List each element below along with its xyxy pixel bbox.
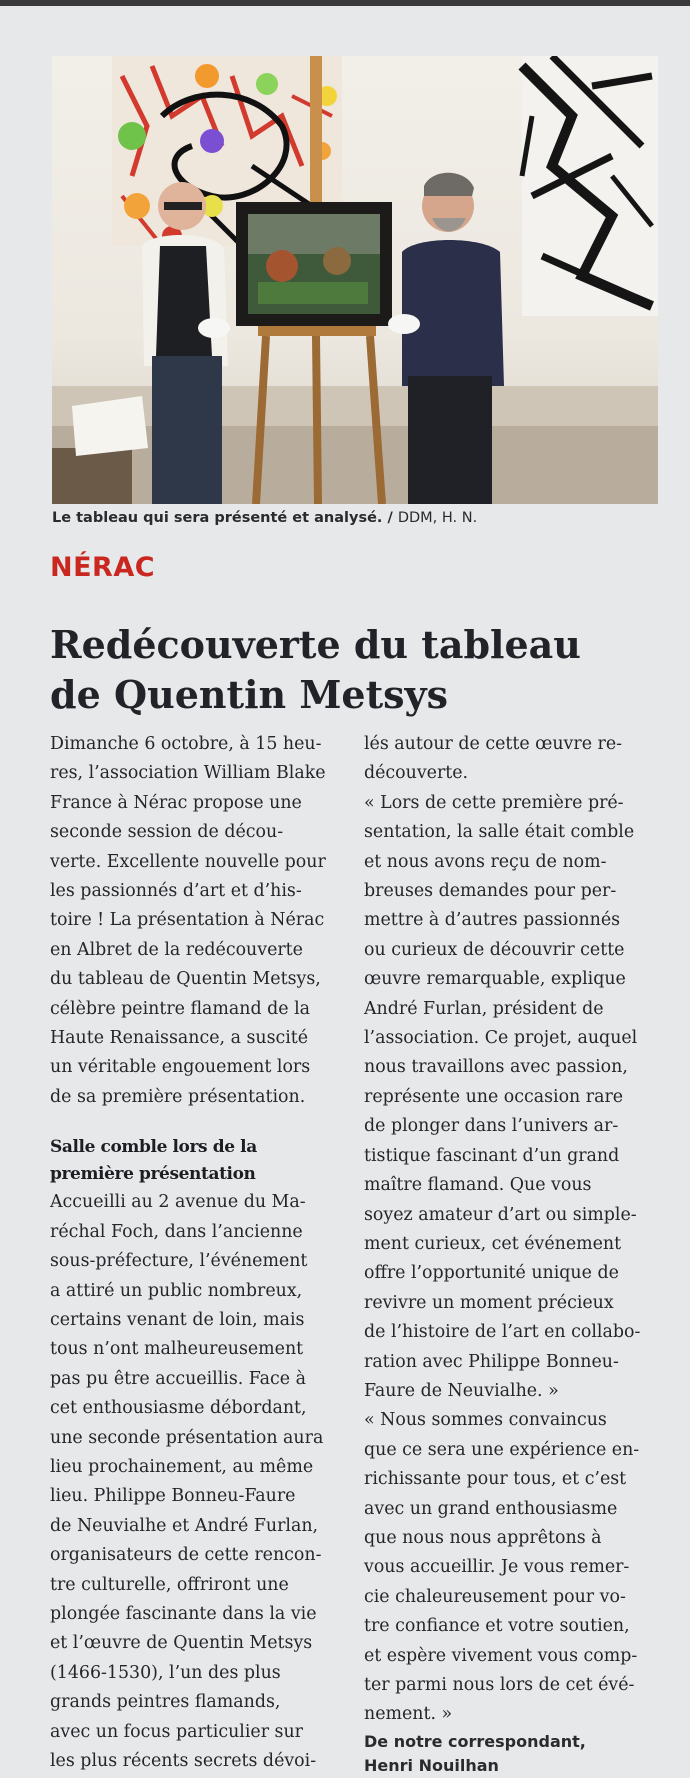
text-line: Faure de Neuvialhe. »	[364, 1380, 559, 1401]
byline-author: Henri Nouilhan	[364, 1755, 499, 1775]
text-line: sous-préfecture, l’événement	[50, 1251, 308, 1272]
text-line: en Albret de la redécouverte	[50, 939, 303, 960]
text-line: Dimanche 6 octobre, à 15 heu-	[50, 734, 322, 754]
text-line: organisateurs de cette rencon-	[50, 1545, 322, 1566]
text-line: Accueilli au 2 avenue du Ma-	[50, 1192, 306, 1213]
body-paragraph	[50, 1188, 350, 1776]
text-line: pas pu être accueillis. Face à	[50, 1368, 306, 1389]
text-line: sentation, la salle était comble	[364, 822, 635, 843]
text-line: avec un grand enthousiasme	[364, 1498, 618, 1519]
text-line: cet enthousiasme débordant,	[50, 1398, 307, 1419]
text-line: nous travaillons avec passion,	[364, 1057, 628, 1078]
text-line: res, l’association William Blake	[50, 763, 326, 784]
text-line: du tableau de Quentin Metsys,	[50, 969, 321, 990]
subheading	[50, 1134, 350, 1188]
text-line: tous n’ont malheureusement	[50, 1339, 304, 1360]
text-line: une seconde présentation aura	[50, 1427, 324, 1448]
text-line: et l’œuvre de Quentin Metsys	[50, 1633, 313, 1654]
photo-caption	[52, 510, 662, 526]
text-line: lés autour de cette œuvre re-	[364, 734, 622, 754]
text-line: de plonger dans l’univers ar-	[364, 1116, 619, 1137]
article-headline	[50, 620, 670, 720]
text-line: œuvre remarquable, explique	[364, 969, 626, 990]
text-line: célèbre peintre flamand de la	[50, 998, 311, 1019]
text-line: ment curieux, cet événement	[364, 1233, 622, 1254]
text-line: certains venant de loin, mais	[50, 1309, 305, 1330]
text-line: soyez amateur d’art ou simple-	[364, 1204, 637, 1225]
text-line: offre l’opportunité unique de	[364, 1263, 619, 1284]
text-line: avec un focus particulier sur	[50, 1721, 303, 1742]
caption-text: Le tableau qui sera présenté et analysé. /	[52, 510, 393, 526]
subheading-line: Salle comble lors de la	[50, 1137, 257, 1158]
text-line: grands peintres flamands,	[50, 1692, 281, 1713]
quote-paragraphs	[364, 730, 664, 1730]
text-line: de l’histoire de l’art en collabo-	[364, 1322, 641, 1343]
text-line: « Nous sommes convaincus	[364, 1410, 607, 1431]
caption-credit: DDM, H. N.	[397, 510, 478, 526]
text-line: tistique fascinant d’un grand	[364, 1145, 620, 1166]
text-line: réchal Foch, dans l’ancienne	[50, 1221, 303, 1242]
headline-line: Redécouverte du tableau	[50, 622, 581, 667]
text-line: maître flamand. Que vous	[364, 1175, 592, 1196]
text-line: et espère vivement vous comp-	[364, 1645, 638, 1666]
painting	[236, 202, 392, 326]
text-line: de Neuvialhe et André Furlan,	[50, 1515, 319, 1536]
text-line: les passionnés d’art et d’his-	[50, 881, 302, 902]
text-line: France à Nérac propose une	[50, 792, 302, 813]
text-line: que ce sera une expérience en-	[364, 1439, 640, 1460]
text-line: lieu. Philippe Bonneu-Faure	[50, 1486, 296, 1507]
text-line: que nous nous apprêtons à	[364, 1527, 602, 1548]
text-line: les plus récents secrets dévoi-	[50, 1751, 317, 1771]
text-line: tre culturelle, offriront une	[50, 1574, 289, 1595]
text-line: plongée fascinante dans la vie	[50, 1603, 317, 1624]
intro-paragraph	[50, 730, 350, 1112]
text-line: ter parmi nous lors de cet évé-	[364, 1675, 635, 1695]
byline-role: De notre correspondant,	[364, 1731, 586, 1751]
text-line: Haute Renaissance, a suscité	[50, 1028, 309, 1049]
text-line: nement. »	[364, 1704, 453, 1725]
text-line: un véritable engouement lors	[50, 1057, 311, 1078]
text-line: de sa première présentation.	[50, 1086, 306, 1107]
text-line: a attiré un public nombreux,	[50, 1280, 303, 1301]
top-rule	[0, 0, 690, 6]
text-line: revivre un moment précieux	[364, 1292, 614, 1313]
article-column-right	[364, 730, 664, 1778]
text-line: seconde session de décou-	[50, 822, 284, 843]
text-line: André Furlan, président de	[364, 998, 604, 1019]
headline-line: de Quentin Metsys	[50, 672, 449, 717]
text-line: toire ! La présentation à Nérac	[50, 910, 325, 931]
text-line: ration avec Philippe Bonneu-	[364, 1351, 619, 1372]
subheading-line: première présentation	[50, 1164, 256, 1185]
text-line: ou curieux de découvrir cette	[364, 939, 625, 960]
woodcut-artwork	[522, 56, 658, 316]
text-line: « Lors de cette première pré-	[364, 792, 624, 813]
text-line: vous accueillir. Je vous remer-	[364, 1557, 630, 1578]
section-kicker: NÉRAC	[50, 552, 156, 583]
text-line: et nous avons reçu de nom-	[364, 851, 607, 872]
text-line: représente une occasion rare	[364, 1086, 624, 1107]
text-line: lieu prochainement, au même	[50, 1456, 314, 1477]
text-line: cie chaleureusement pour vo-	[364, 1586, 626, 1607]
text-line: breuses demandes pour per-	[364, 881, 617, 902]
text-line: (1466-1530), l’un des plus	[50, 1662, 281, 1683]
text-line: verte. Excellente nouvelle pour	[50, 851, 326, 872]
article-photo	[52, 56, 658, 504]
byline	[364, 1730, 664, 1778]
text-line: découverte.	[364, 763, 469, 784]
article-column-left	[50, 730, 350, 1776]
text-line: richissante pour tous, et c’est	[364, 1469, 627, 1490]
text-line: tre confiance et votre soutien,	[364, 1616, 630, 1637]
text-line: mettre à d’autres passionnés	[364, 910, 621, 931]
text-line: l’association. Ce projet, auquel	[364, 1028, 638, 1049]
